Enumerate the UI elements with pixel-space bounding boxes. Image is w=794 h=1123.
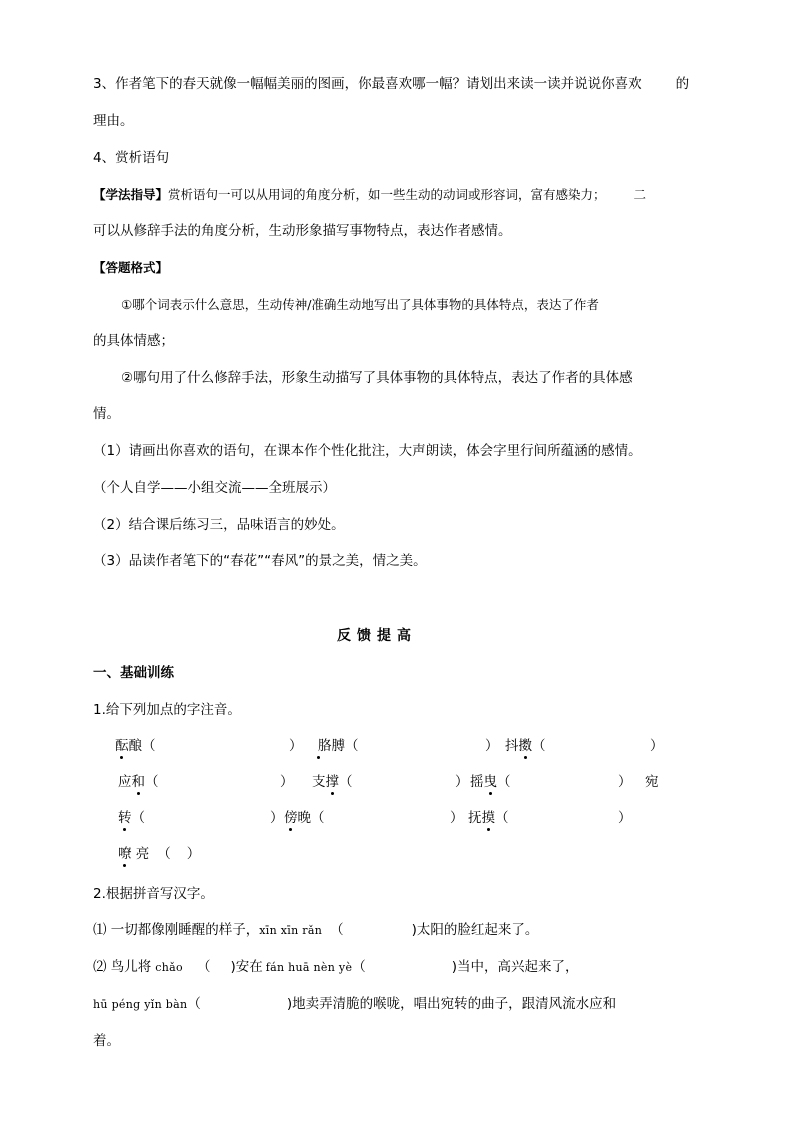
feedback-title: 反馈提高: [337, 628, 417, 644]
task-2: （2）结合课后练习三，品味语言的妙处。: [93, 517, 345, 533]
word-item: 抚摸（: [468, 810, 509, 826]
guide-text: 赏析语句一可以从用词的角度分析，如一些生动的动词或形容词，富有感染力；: [168, 187, 606, 202]
q2-line2: ⑵ 鸟儿将 chǎo （ )安在 fán huā nèn yè（ )当中，高兴起来了，: [93, 959, 579, 975]
word-item: 支撑（: [312, 774, 353, 790]
q1-prompt: 1.给下列加点的字注音。: [93, 702, 241, 718]
word-close: ）: [650, 738, 664, 754]
q3-line1: 3、作者笔下的春天就像一幅幅美丽的图画，你最喜欢哪一幅？请划出来读一读并说说你喜欢 的: [93, 76, 690, 92]
word-item: 宛: [645, 774, 659, 790]
word-close: ）: [485, 738, 499, 754]
word-close: ）: [618, 810, 632, 826]
q2-line4: 着。: [93, 1033, 120, 1049]
task-3: （3）品读作者笔下的“春花”“春风”的景之美，情之美。: [93, 553, 427, 569]
task-1: （1）请画出你喜欢的语句，在课本作个性化批注，大声朗读，体会字里行间所蕴涵的感情。: [93, 443, 642, 459]
word-item: 抖擞（: [505, 738, 546, 754]
format-label: 【答题格式】: [93, 260, 169, 275]
q2-prompt: 2.根据拼音写汉字。: [93, 886, 214, 902]
guide-line1: 【学法指导】赏析语句一可以从用词的角度分析，如一些生动的动词或形容词，富有感染力； 二: [93, 187, 647, 202]
word-item: 酝酿（: [115, 738, 156, 754]
format1-line1: ①哪个词表示什么意思，生动传神/准确生动地写出了具体事物的具体特点，表达了作者: [121, 297, 599, 312]
format2-line1: ②哪句用了什么修辞手法，形象生动描写了具体事物的具体特点，表达了作者的具体感: [121, 370, 633, 386]
word-close: ）: [455, 774, 469, 790]
word-close: ）: [289, 738, 303, 754]
pinyin-text: chǎo: [155, 961, 183, 974]
word-item: 傍晚（: [284, 810, 325, 826]
guide-label: 【学法指导】: [93, 187, 169, 202]
word-item: 摇曳（: [470, 774, 511, 790]
word-item: 嘹 亮 （ ）: [118, 846, 201, 862]
word-close: ）: [450, 810, 464, 826]
q2-line3: hū péng yǐn bàn（ )地卖弄清脆的喉咙，唱出宛转的曲子，跟清风流水应和: [93, 996, 617, 1012]
word-item: 应和（: [118, 774, 159, 790]
pinyin-text: fán huā nèn yè: [265, 961, 353, 974]
task-1-note: （个人自学——小组交流——全班展示）: [93, 480, 336, 496]
word-close: ）: [270, 810, 284, 826]
word-close: ）: [618, 774, 632, 790]
format1-line2: 的具体情感；: [93, 333, 174, 349]
word-close: ）: [280, 774, 294, 790]
pinyin-text: xīn xīn rǎn: [259, 924, 323, 937]
word-item: 胳膊（: [318, 738, 359, 754]
word-item: 转（: [118, 810, 145, 826]
basic-heading: 一、基础训练: [93, 665, 174, 681]
q3-line2: 理由。: [93, 113, 134, 129]
pinyin-text: hū péng yǐn bàn: [93, 998, 188, 1011]
format2-line2: 情。: [93, 406, 120, 422]
q2-line1: ⑴ 一切都像刚睡醒的样子，xīn xīn rǎn （ )太阳的脸红起来了。: [93, 922, 539, 938]
q4-heading: 4、赏析语句: [93, 150, 170, 166]
guide-line2: 可以从修辞手法的角度分析，生动形象描写事物特点，表达作者感情。: [93, 223, 512, 239]
